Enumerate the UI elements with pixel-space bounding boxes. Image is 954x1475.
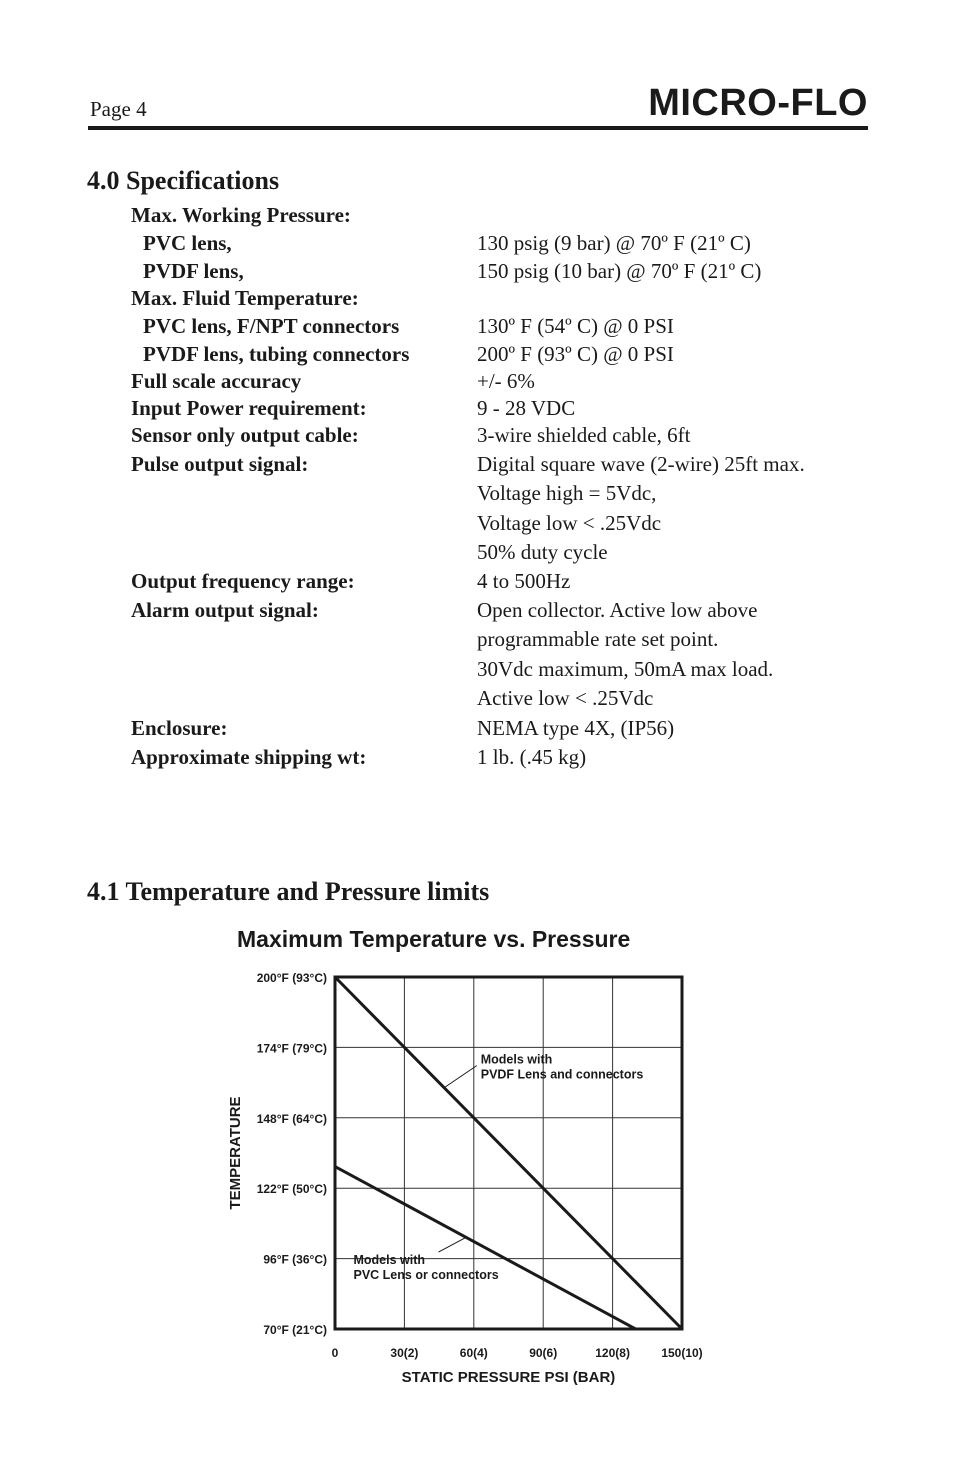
- spec-value: 50% duty cycle: [477, 539, 608, 564]
- x-tick-label: 0: [331, 1346, 339, 1360]
- series-annotation-label: Models with: [353, 1253, 426, 1268]
- spec-label: Sensor only output cable:: [131, 423, 359, 447]
- y-tick-label: 70°F (21°C): [263, 1323, 327, 1337]
- x-axis-label: STATIC PRESSURE PSI (BAR): [401, 1369, 616, 1386]
- spec-label: PVDF lens,: [143, 259, 244, 283]
- x-tick-label: 30(2): [390, 1346, 419, 1360]
- series-annotation-label: Models with: [480, 1052, 553, 1067]
- page-number: Page 4: [90, 97, 147, 121]
- spec-value: 3-wire shielded cable, 6ft: [477, 423, 691, 447]
- spec-value: Voltage low < .25Vdc: [477, 510, 662, 535]
- brand-title: MICRO-FLO: [648, 82, 868, 124]
- spec-value: +/- 6%: [477, 369, 535, 393]
- chart-title: Maximum Temperature vs. Pressure: [237, 926, 631, 952]
- temperature-pressure-chart: [200, 960, 720, 1400]
- x-tick-label: 90(6): [529, 1346, 558, 1360]
- x-tick-label: 120(8): [595, 1346, 630, 1360]
- spec-label: Output frequency range:: [131, 569, 355, 593]
- spec-label: Full scale accuracy: [131, 369, 302, 393]
- header-rule: [88, 126, 868, 130]
- spec-label: PVC lens,: [143, 231, 232, 255]
- annotation-leader-line: [444, 1066, 477, 1088]
- y-tick-label: 200°F (93°C): [256, 971, 327, 985]
- spec-label: Max. Fluid Temperature:: [131, 286, 359, 310]
- spec-value: 150 psig (10 bar) @ 70º F (21º C): [477, 259, 762, 283]
- series-annotation-label: PVDF Lens and connectors: [480, 1067, 644, 1082]
- specifications-heading: 4.0 Specifications: [87, 166, 280, 195]
- spec-label: Approximate shipping wt:: [131, 745, 367, 769]
- spec-value: NEMA type 4X, (IP56): [477, 716, 675, 740]
- limits-heading: 4.1 Temperature and Pressure limits: [87, 877, 490, 906]
- y-axis-label: TEMPERATURE: [227, 1096, 244, 1210]
- series-line-1: [335, 1167, 636, 1329]
- series-annotation-label: PVC Lens or connectors: [353, 1268, 499, 1283]
- spec-value: 30Vdc maximum, 50mA max load.: [477, 656, 774, 681]
- spec-value: Open collector. Active low above: [477, 598, 758, 622]
- annotation-leader-line: [439, 1237, 467, 1252]
- spec-label: Input Power requirement:: [131, 396, 367, 420]
- spec-value: 130 psig (9 bar) @ 70º F (21º C): [477, 231, 751, 255]
- spec-value: 200º F (93º C) @ 0 PSI: [477, 342, 674, 366]
- spec-label: Pulse output signal:: [131, 452, 309, 476]
- spec-label: Alarm output signal:: [131, 598, 319, 622]
- spec-value: 130º F (54º C) @ 0 PSI: [477, 314, 674, 338]
- spec-label: PVDF lens, tubing connectors: [143, 342, 410, 366]
- y-tick-label: 96°F (36°C): [263, 1252, 327, 1267]
- x-tick-label: 150(10): [661, 1346, 703, 1360]
- y-tick-label: 148°F (64°C): [256, 1111, 327, 1126]
- spec-value: 1 lb. (.45 kg): [477, 745, 587, 769]
- spec-value: Digital square wave (2-wire) 25ft max.: [477, 452, 805, 476]
- spec-value: Active low < .25Vdc: [477, 685, 654, 710]
- spec-label: Enclosure:: [131, 716, 228, 740]
- y-tick-label: 122°F (50°C): [256, 1182, 327, 1197]
- spec-value: 4 to 500Hz: [477, 569, 571, 593]
- spec-value: 9 - 28 VDC: [477, 396, 576, 420]
- spec-label: PVC lens, F/NPT connectors: [143, 314, 400, 338]
- x-tick-label: 60(4): [459, 1346, 488, 1360]
- spec-value: Voltage high = 5Vdc,: [477, 481, 657, 506]
- spec-label: Max. Working Pressure:: [131, 203, 351, 227]
- y-tick-label: 174°F (79°C): [256, 1041, 327, 1056]
- spec-value: programmable rate set point.: [477, 627, 719, 652]
